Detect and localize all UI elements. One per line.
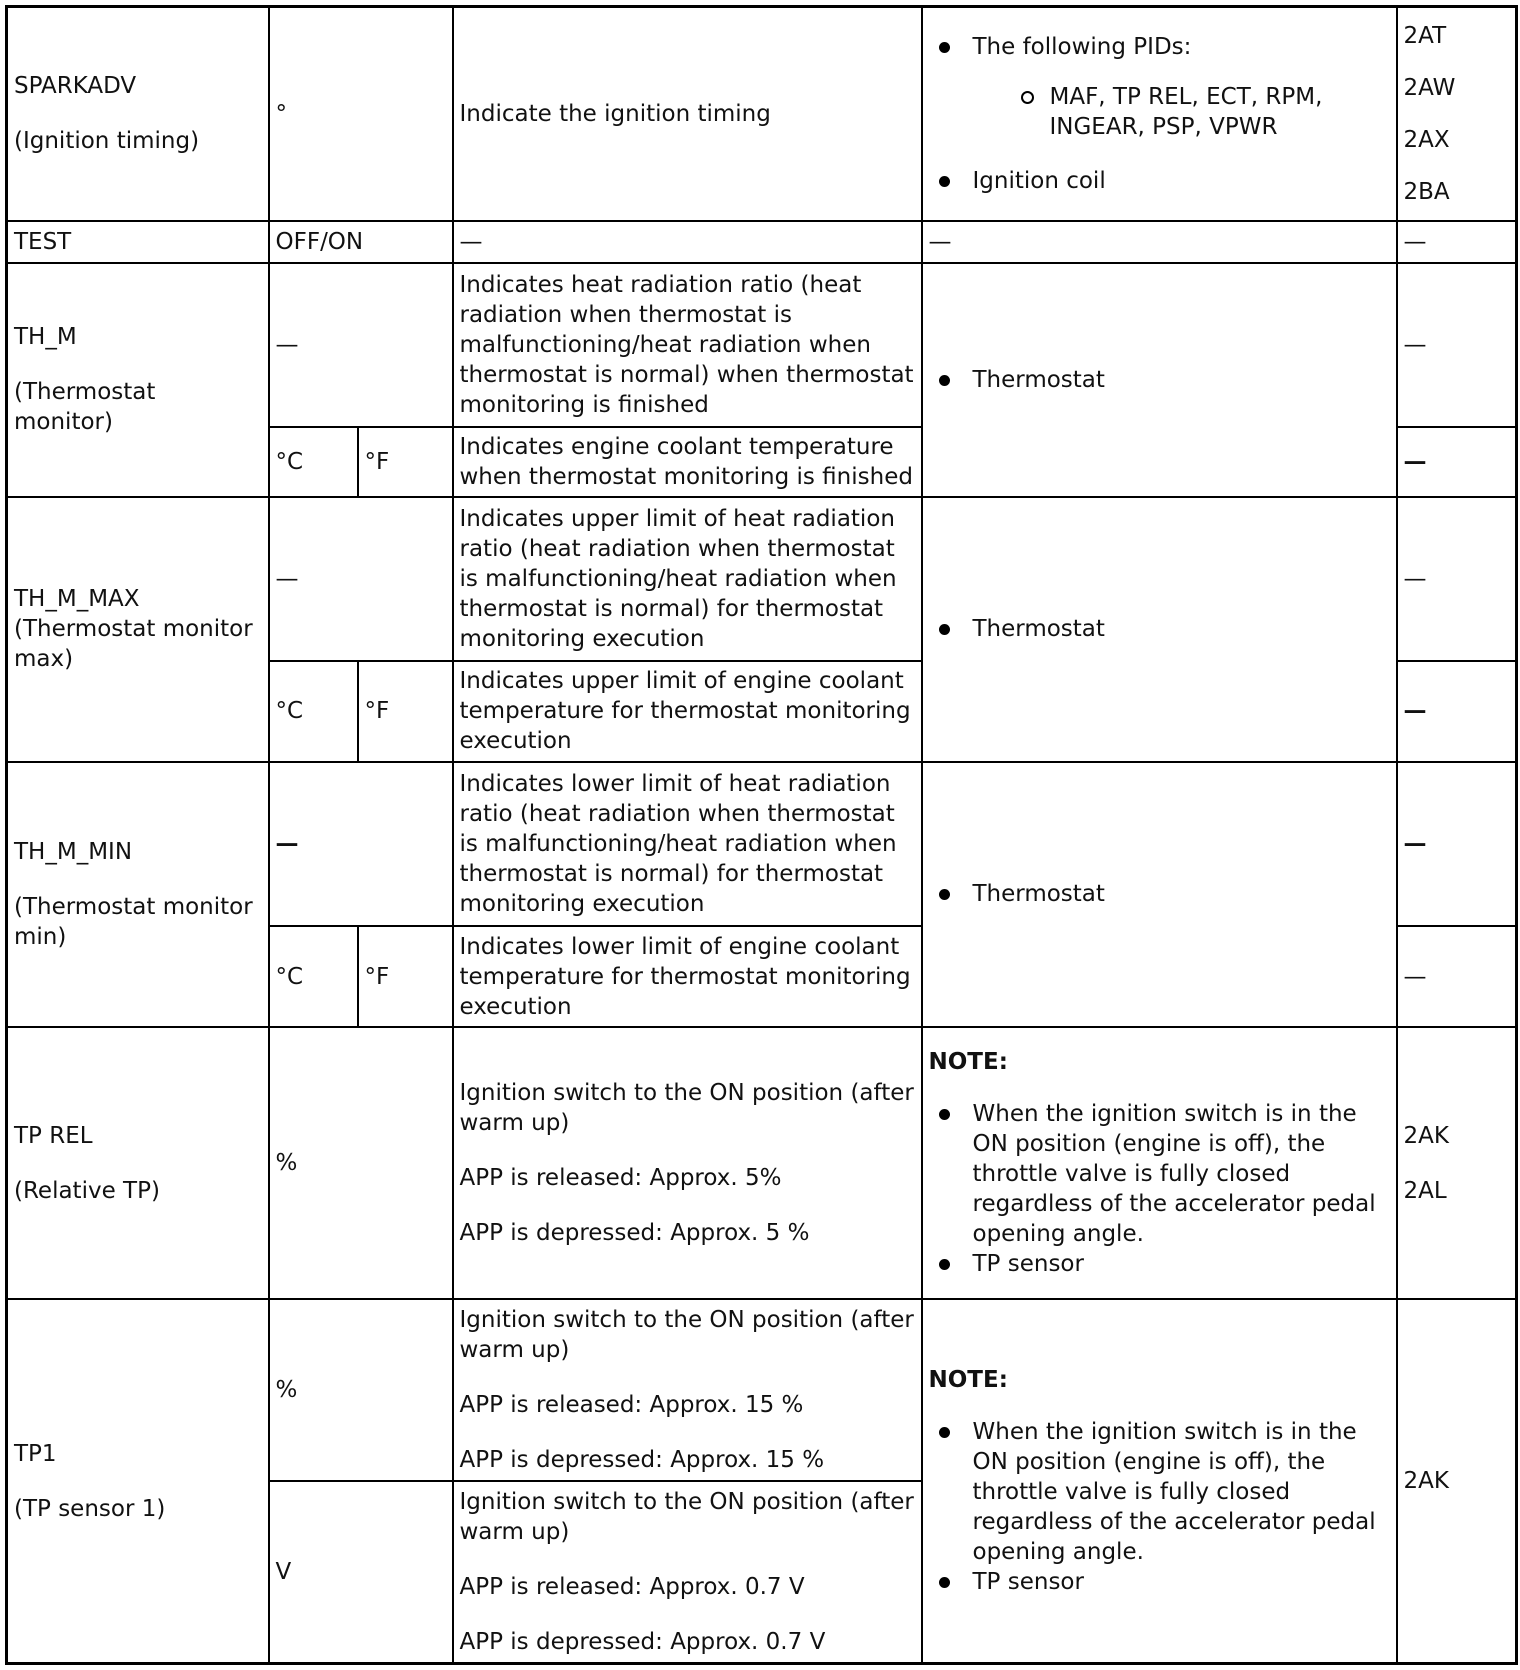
condition-cell (453, 1027, 922, 1299)
unit-celsius: °C (275, 698, 304, 725)
unit-fahrenheit: °F (364, 698, 390, 725)
pid-name: TH_M (14, 324, 77, 351)
pid-name-cell (7, 221, 269, 263)
list-item: When the ignition switch is in the ON position (engine is off), the throttle valve is fully closed regardless of the accelerator pedal opening angle. (973, 1417, 1390, 1567)
list-item: TP sensor (973, 1249, 1390, 1279)
condition: APP is depressed: Approx. 0.7 V (459, 1629, 826, 1656)
list-item: MAF, TP REL, ECT, RPM, INGEAR, PSP, VPWR (1050, 82, 1390, 142)
inspection-cell (922, 497, 1397, 762)
unit-c-cell (269, 926, 358, 1027)
ref-link[interactable]: 2AT (1403, 22, 1447, 49)
ref-cell (1397, 661, 1517, 762)
table-row (7, 1027, 1517, 1299)
inspection-list (929, 614, 1390, 644)
unit-cell (269, 762, 453, 926)
ref-link[interactable]: 2AL (1403, 1177, 1447, 1204)
inspection-list (929, 1417, 1390, 1597)
ref-cell (1397, 221, 1517, 263)
condition: Ignition switch to the ON position (after warm up) (459, 1307, 914, 1364)
table-row (7, 221, 1517, 263)
condition: Indicates lower limit of engine coolant temperature for thermostat monitoring execution (459, 933, 911, 1020)
unit: V (275, 1559, 292, 1586)
unit: % (275, 1377, 298, 1404)
inspection-cell (922, 263, 1397, 497)
pid-name-cell (7, 263, 269, 497)
condition: Indicates heat radiation ratio (heat radiation when thermostat is malfunctioning/heat radiation when thermostat is normal) when thermostat monitoring is finished (459, 271, 914, 418)
inspection-cell (922, 1299, 1397, 1663)
pid-description: (Thermostat monitor min) (14, 893, 253, 950)
pid-name-cell (7, 1027, 269, 1299)
unit-c-cell (269, 427, 358, 497)
unit-celsius: °C (275, 448, 304, 475)
condition: Indicates lower limit of heat radiation ratio (heat radiation when thermostat is malfunctioning/heat radiation when thermostat is normal) for thermostat monitoring execution (459, 770, 897, 917)
unit-cell (269, 1299, 453, 1481)
ref: — (1403, 565, 1427, 592)
ref-link[interactable]: 2BA (1403, 178, 1450, 205)
ref: — (1403, 698, 1427, 725)
table-row (7, 263, 1517, 427)
pid-name: TH_M_MAX (14, 586, 140, 613)
pid-description: (TP sensor 1) (14, 1495, 166, 1522)
pid-name-cell (7, 7, 269, 221)
unit-fahrenheit: °F (364, 963, 390, 990)
inspection-cell (922, 1027, 1397, 1299)
unit: — (275, 565, 299, 592)
condition-cell (453, 221, 922, 263)
inspection-list (929, 1099, 1390, 1279)
condition: Ignition switch to the ON position (after warm up) (459, 1489, 914, 1546)
condition-cell (453, 427, 922, 497)
ref: — (1403, 228, 1427, 255)
unit-c-cell (269, 661, 358, 762)
condition-cell (453, 7, 922, 221)
condition: APP is depressed: Approx. 5 % (459, 1220, 810, 1247)
pid-description: (Thermostat monitor max) (14, 616, 253, 673)
ref-cell (1397, 427, 1517, 497)
condition: Indicates engine coolant temperature when thermostat monitoring is finished (459, 433, 913, 490)
unit: % (275, 1150, 298, 1177)
inspection-cell (922, 7, 1397, 221)
condition-cell (453, 497, 922, 661)
pid-name-cell (7, 1299, 269, 1663)
pid-name: TH_M_MIN (14, 838, 133, 865)
pid-name-cell (7, 497, 269, 762)
ref-cell (1397, 762, 1517, 926)
pid-table (5, 5, 1518, 1665)
unit-cell (269, 1481, 453, 1663)
list-item: Thermostat (973, 879, 1390, 909)
ref-cell (1397, 1027, 1517, 1299)
inspection-cell (922, 762, 1397, 1027)
pid-name: SPARKADV (14, 73, 137, 100)
condition: Indicates upper limit of engine coolant temperature for thermostat monitoring execution (459, 668, 911, 755)
unit-cell (269, 1027, 453, 1299)
ref-cell (1397, 497, 1517, 661)
unit: — (275, 830, 299, 857)
list-item: The following PIDs: MAF, TP REL, ECT, RPM, INGEAR, PSP, VPWR (973, 32, 1390, 142)
note-label: NOTE: (928, 1049, 1008, 1076)
unit: — (275, 331, 299, 358)
condition: APP is released: Approx. 5% (459, 1165, 782, 1192)
ref: — (1403, 331, 1427, 358)
unit-f-cell (358, 427, 453, 497)
list-item: Thermostat (973, 365, 1390, 395)
ref: — (1403, 963, 1427, 990)
condition: — (459, 228, 483, 255)
condition: Ignition switch to the ON position (after warm up) (459, 1080, 914, 1137)
pid-name: TP1 (14, 1440, 57, 1467)
unit-cell (269, 7, 453, 221)
note-label: NOTE: (928, 1367, 1008, 1394)
pid-description: (Thermostat monitor) (14, 379, 156, 436)
condition-cell (453, 926, 922, 1027)
condition: Indicates upper limit of heat radiation ratio (heat radiation when thermostat is malfunctioning/heat radiation when thermostat is normal) for thermostat monitoring execution (459, 505, 897, 652)
ref-cell (1397, 7, 1517, 221)
condition-cell (453, 762, 922, 926)
inspection-list (929, 32, 1390, 196)
ref: — (1403, 448, 1427, 475)
inspection-list (929, 365, 1390, 395)
unit-cell (269, 497, 453, 661)
ref-cell (1397, 263, 1517, 427)
unit-fahrenheit: °F (364, 448, 390, 475)
list-item: Ignition coil (973, 166, 1390, 196)
unit-f-cell (358, 661, 453, 762)
pid-name-cell (7, 762, 269, 1027)
unit-celsius: °C (275, 963, 304, 990)
table-row (7, 7, 1517, 221)
condition-cell (453, 1299, 922, 1481)
sub-list (973, 82, 1390, 142)
table-row (7, 1299, 1517, 1481)
table-row (7, 762, 1517, 926)
ref-link[interactable]: 2AX (1403, 126, 1450, 153)
condition: Indicate the ignition timing (459, 100, 771, 127)
unit-f-cell (358, 926, 453, 1027)
condition: APP is released: Approx. 0.7 V (459, 1574, 805, 1601)
ref-cell (1397, 1299, 1517, 1663)
ref-link[interactable]: 2AW (1403, 74, 1456, 101)
condition-cell (453, 1481, 922, 1663)
pid-description: (Relative TP) (14, 1177, 160, 1204)
inspection: — (928, 228, 952, 255)
list-item: TP sensor (973, 1567, 1390, 1597)
ref-link[interactable]: 2AK (1403, 1468, 1449, 1495)
pid-name: TEST (14, 228, 72, 255)
unit-cell (269, 221, 453, 263)
pid-description: (Ignition timing) (14, 128, 200, 155)
table-row (7, 497, 1517, 661)
unit-cell (269, 263, 453, 427)
condition-cell (453, 263, 922, 427)
list-item: When the ignition switch is in the ON position (engine is off), the throttle valve is fully closed regardless of the accelerator pedal opening angle. (973, 1099, 1390, 1249)
unit: OFF/ON (275, 228, 364, 255)
unit: ° (275, 100, 287, 127)
pid-name: TP REL (14, 1122, 93, 1149)
ref: — (1403, 830, 1427, 857)
condition-cell (453, 661, 922, 762)
list-item: Thermostat (973, 614, 1390, 644)
ref-link[interactable]: 2AK (1403, 1122, 1449, 1149)
ref-cell (1397, 926, 1517, 1027)
condition: APP is released: Approx. 15 % (459, 1392, 804, 1419)
inspection-cell (922, 221, 1397, 263)
condition: APP is depressed: Approx. 15 % (459, 1447, 825, 1474)
inspection-list (929, 879, 1390, 909)
